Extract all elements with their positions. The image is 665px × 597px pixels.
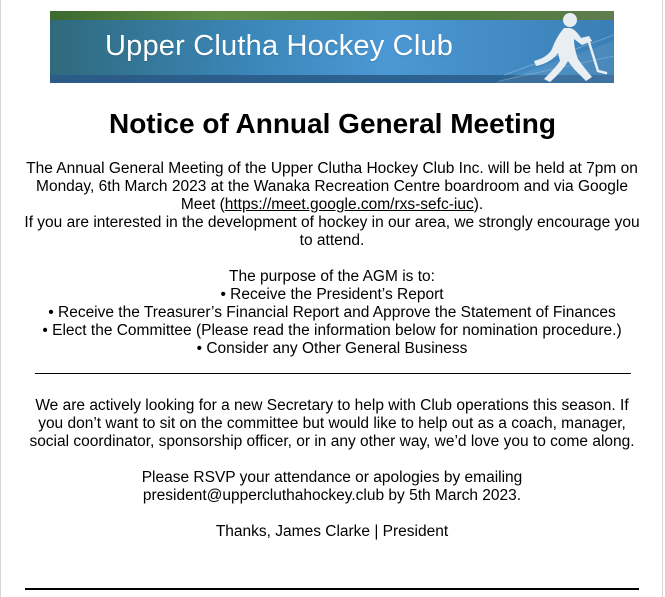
purpose-heading: The purpose of the AGM is to: <box>229 268 435 285</box>
intro-text: The Annual General Meeting of the Upper Clutha Hockey Club Inc. will be held at 7pm on Monday, 6th March 2023 at the Wanaka Recreation Centre boardroom and via Google Meet ( <box>26 160 638 213</box>
club-banner <box>50 11 614 83</box>
interest-paragraph: If you are interested in the development of hockey in our area, we strongly encourage you to attend. <box>24 214 640 249</box>
purpose-item-other-business: • Consider any Other General Business <box>196 340 468 357</box>
secretary-paragraph: We are actively looking for a new Secretary to help with Club operations this season. If you don’t want to sit on the committee but would like to help out as a coach, manager, social coordinator, sponsorship officer, or in any other way, we’d love you to come along. <box>29 397 635 450</box>
rsvp-email-line: president@upperclutha​hockey.club by 5th March 2023. <box>142 487 522 504</box>
notice-body <box>22 160 642 541</box>
section-divider <box>35 373 631 374</box>
purpose-item-treasurers-report: • Receive the Treasurer’s Financial Report and Approve the Statement of Finances <box>48 304 616 321</box>
rsvp-line: Please RSVP your attendance or apologies by emailing <box>141 469 523 486</box>
notice-title: Notice of Annual General Meeting <box>108 108 556 139</box>
meeting-intro-paragraph <box>22 160 642 214</box>
intro-text-end: ). <box>473 196 484 213</box>
google-meet-link[interactable]: https://meet.google.com/rxs-sefc-iuc <box>224 196 474 213</box>
hockey-player-icon <box>494 11 614 83</box>
signoff-line: Thanks, James Clarke | President <box>215 523 449 540</box>
purpose-item-presidents-report: • Receive the President’s Report <box>220 286 444 303</box>
footer-divider <box>25 588 639 590</box>
purpose-item-elect-committee: • Elect the Committee (Please read the information below for nomination procedure.) <box>42 322 622 339</box>
banner-title: Upper Clutha Hockey Club <box>105 30 454 62</box>
